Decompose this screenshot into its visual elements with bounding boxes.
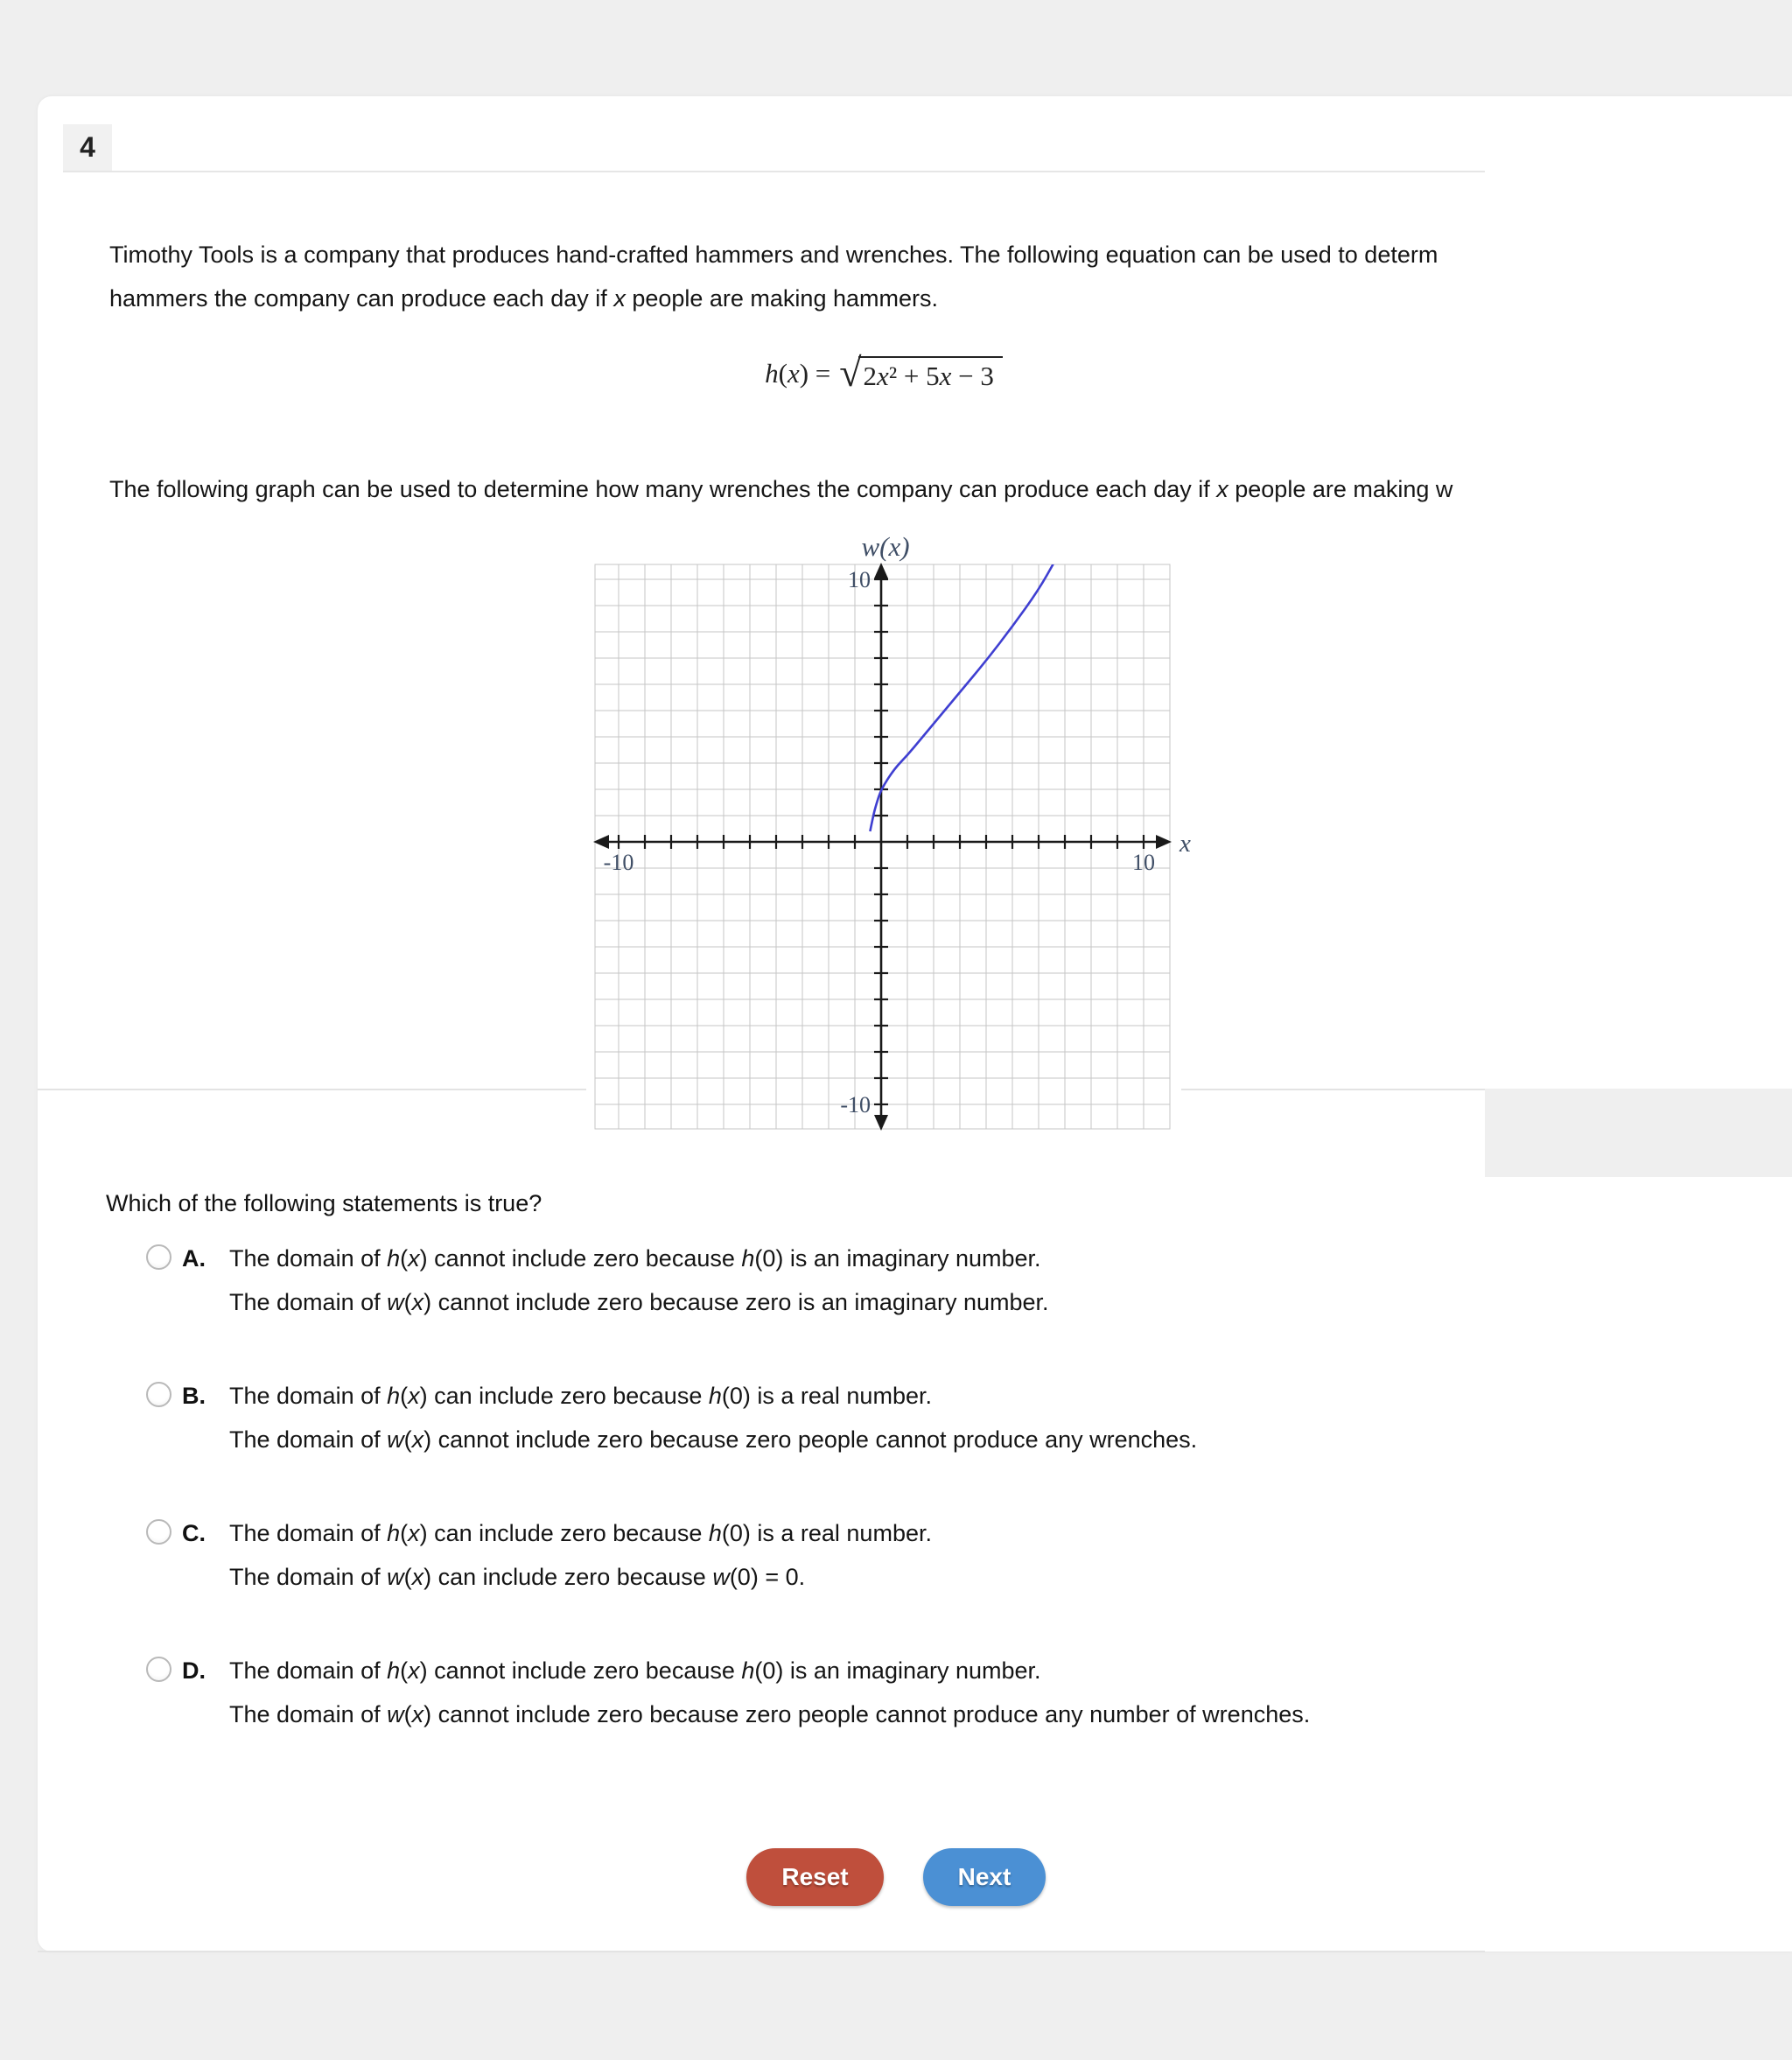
option-b-radio[interactable]: [146, 1382, 172, 1407]
stem-paragraph-line-2: hammers the company can produce each day if x people are making hammers.: [109, 285, 938, 312]
question-number: 4: [80, 131, 95, 163]
option-d: [146, 1649, 1310, 1736]
option-b-letter: B.: [182, 1383, 206, 1409]
option-a-line-1: The domain of h(x) cannot include zero because h(0) is an imaginary number.: [229, 1245, 1041, 1272]
question-number-badge: [63, 124, 112, 171]
option-a: [146, 1237, 1049, 1324]
svg-text:-10: -10: [840, 1092, 871, 1118]
option-a-letter: A.: [182, 1245, 206, 1272]
stem-paragraph-2: The following graph can be used to determine how many wrenches the company can produce each day if x people are making w: [109, 476, 1453, 502]
option-d-letter: D.: [182, 1657, 206, 1684]
option-c-letter: C.: [182, 1520, 206, 1546]
option-b-line-1: The domain of h(x) can include zero because h(0) is a real number.: [229, 1383, 932, 1409]
option-c: [146, 1511, 932, 1599]
equation-radicand: 2x² + 5x − 3: [858, 356, 1003, 391]
option-c-text: [229, 1511, 932, 1599]
option-a-text: [229, 1237, 1049, 1324]
header-divider: [63, 171, 1485, 172]
svg-text:10: 10: [1132, 850, 1155, 875]
option-d-line-2: The domain of w(x) cannot include zero because zero people cannot produce any number of wrenches.: [229, 1701, 1311, 1727]
option-c-line-1: The domain of h(x) can include zero because h(0) is a real number.: [229, 1520, 932, 1546]
svg-text:10: 10: [848, 567, 871, 592]
function-graph: [578, 516, 1199, 1142]
svg-text:-10: -10: [603, 850, 634, 875]
option-a-radio[interactable]: [146, 1244, 172, 1270]
option-d-radio[interactable]: [146, 1657, 172, 1682]
option-c-radio[interactable]: [146, 1519, 172, 1545]
equation: [595, 346, 1172, 402]
answer-card-bottom-edge: [38, 1951, 1485, 1952]
stem-paragraph-line-1: Timothy Tools is a company that produces hand-crafted hammers and wrenches. The following equation can be used to determ: [109, 242, 1438, 268]
equation-lhs: h(x) =: [765, 358, 831, 389]
option-d-text: [229, 1649, 1310, 1736]
svg-text:w(x): w(x): [861, 531, 910, 562]
background-gap: [1485, 1089, 1792, 1177]
radical: [839, 350, 1003, 395]
option-b: [146, 1374, 1197, 1461]
next-button[interactable]: Next: [923, 1848, 1046, 1906]
question-prompt: Which of the following statements is true?: [106, 1190, 542, 1216]
option-b-text: [229, 1374, 1197, 1461]
radical-sign-icon: √: [839, 350, 862, 395]
option-d-line-1: The domain of h(x) cannot include zero because h(0) is an imaginary number.: [229, 1657, 1041, 1684]
option-a-line-2: The domain of w(x) cannot include zero because zero is an imaginary number.: [229, 1289, 1049, 1315]
reset-button[interactable]: Reset: [746, 1848, 884, 1906]
svg-text:x: x: [1180, 830, 1191, 858]
option-c-line-2: The domain of w(x) can include zero because w(0) = 0.: [229, 1564, 806, 1590]
option-b-line-2: The domain of w(x) cannot include zero because zero people cannot produce any wrenches.: [229, 1426, 1198, 1453]
